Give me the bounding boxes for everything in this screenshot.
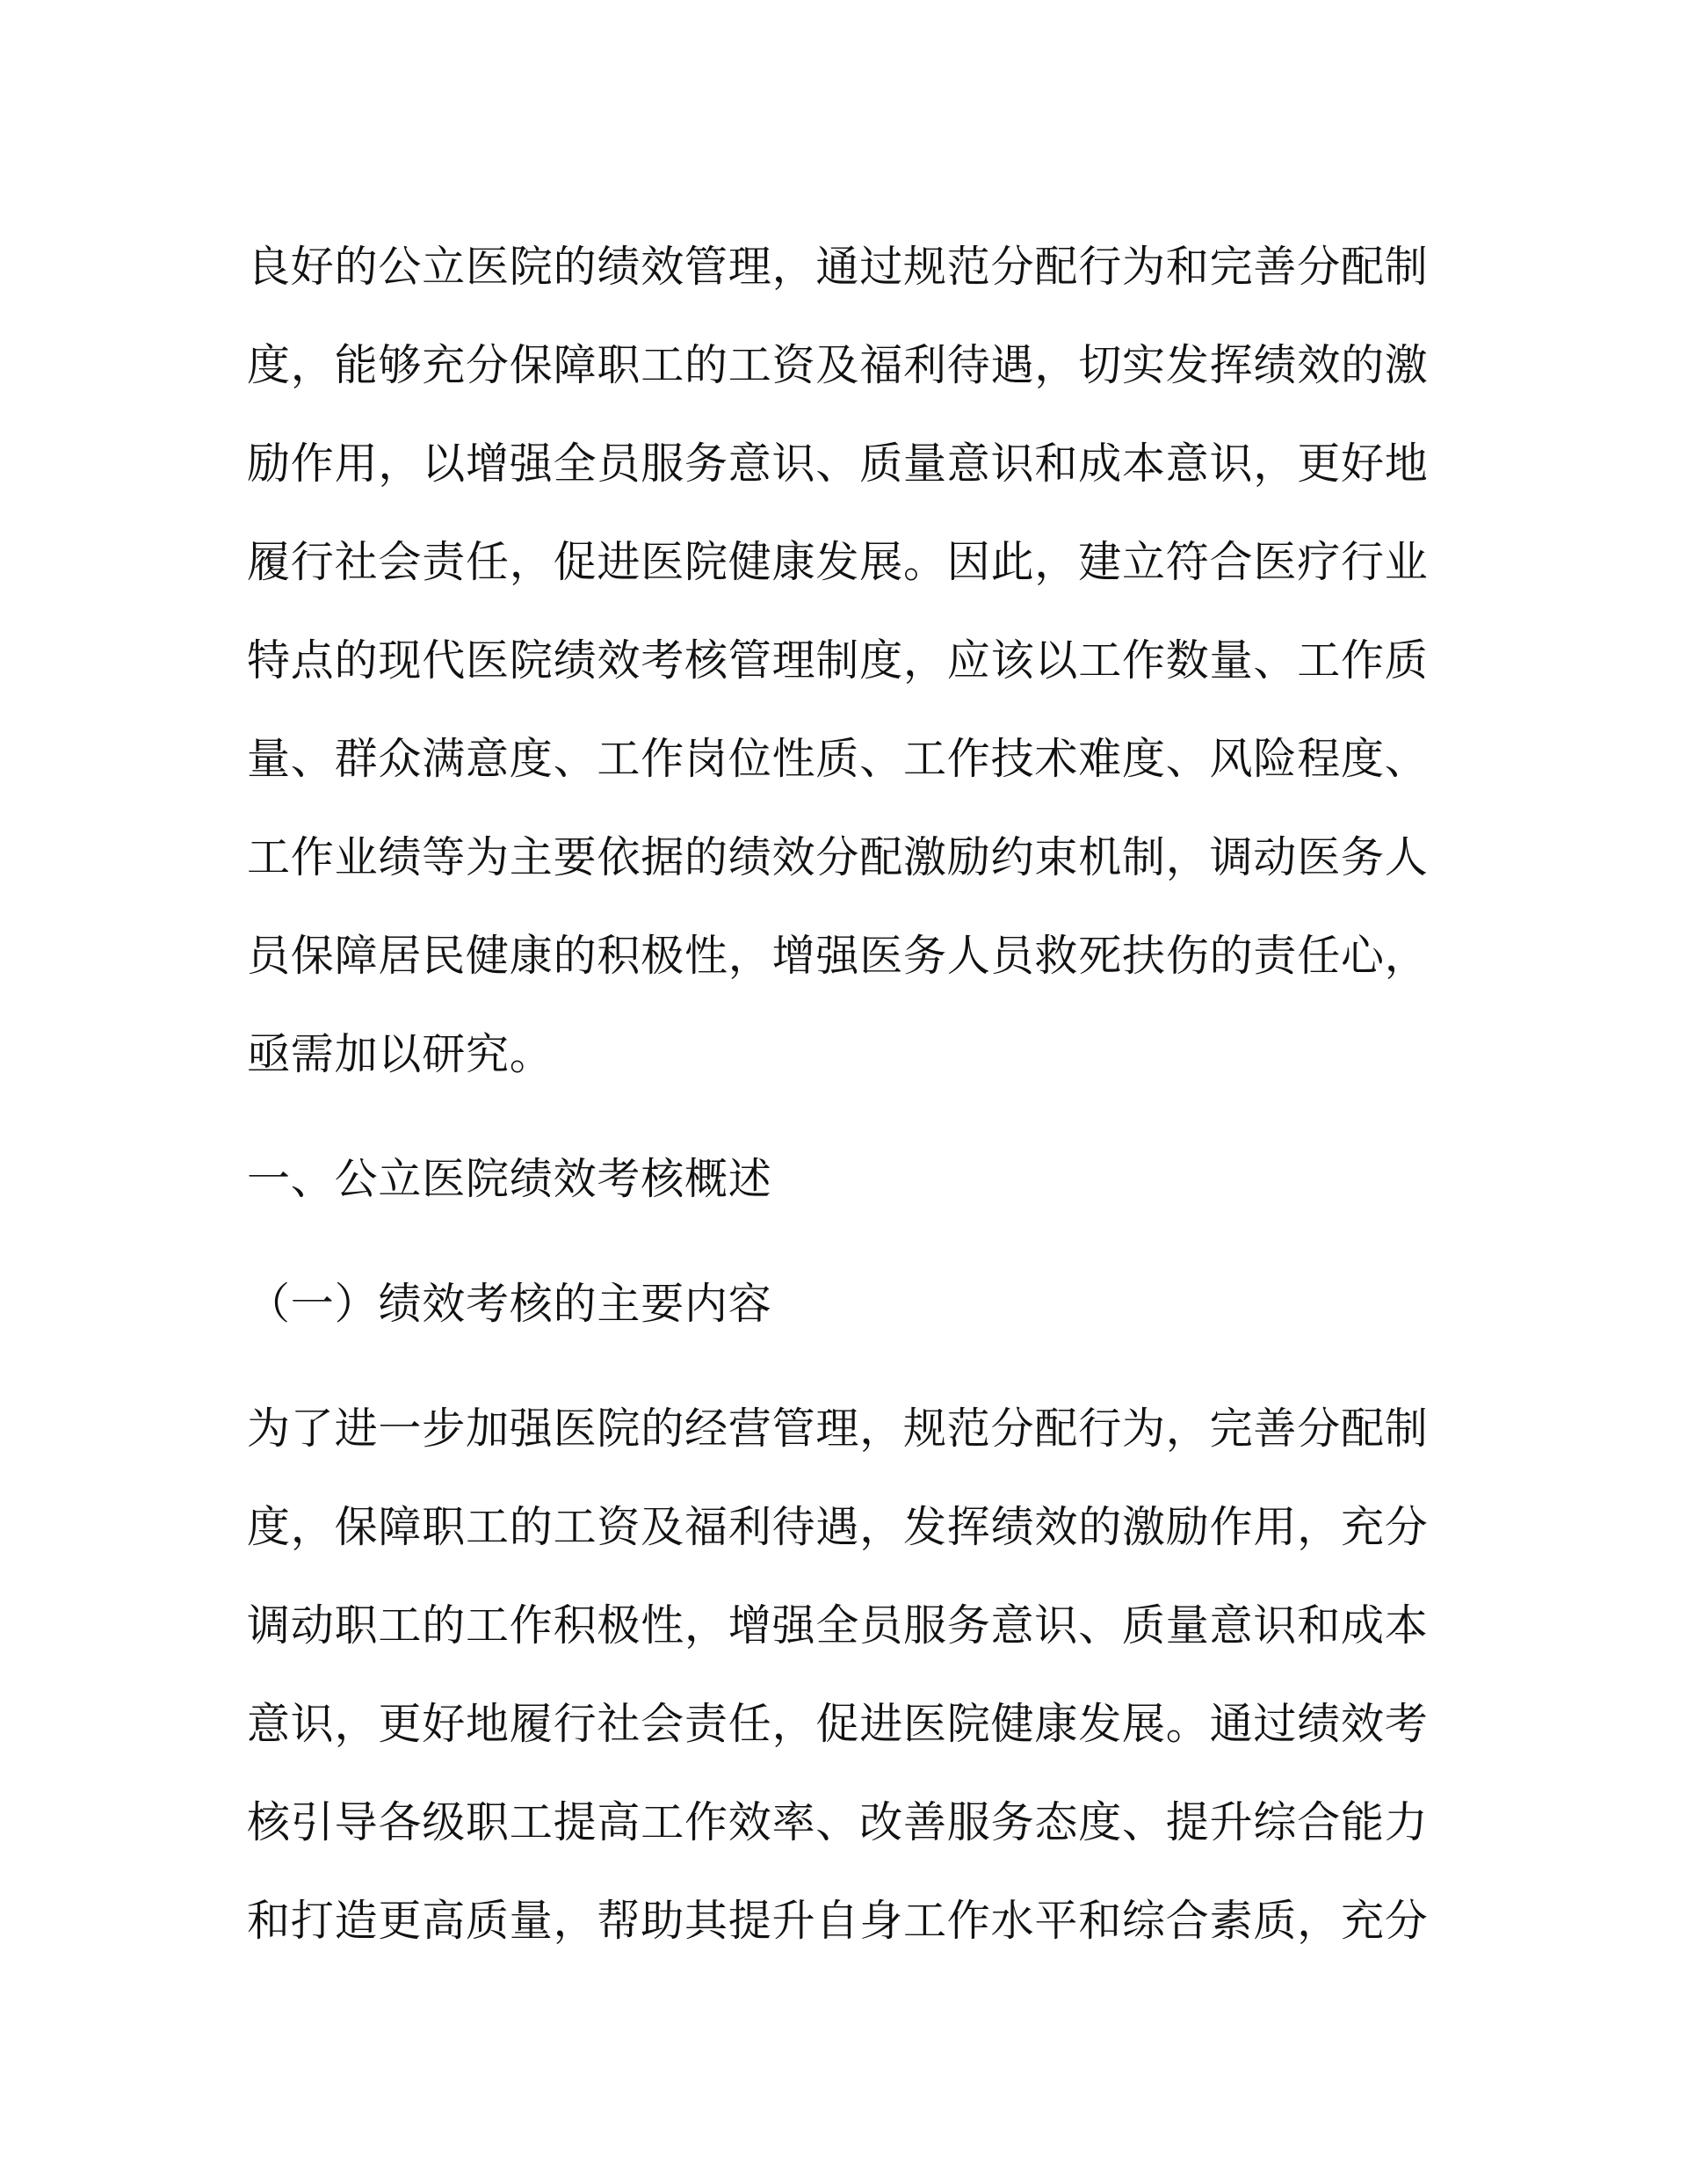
subsection-heading: （一）绩效考核的主要内容 <box>247 1279 772 1329</box>
paragraph-spacer <box>247 1104 1429 1130</box>
paragraph-2-line: 和打造更高质量，帮助其提升自身工作水平和综合素质，充分 <box>247 1896 1429 1946</box>
section-heading: 一、公立医院绩效考核概述 <box>247 1154 772 1204</box>
document-body <box>247 218 1429 1970</box>
paragraph-1-line: 良好的公立医院的绩效管理，通过规范分配行为和完善分配制 <box>247 242 1429 292</box>
paragraph-spacer <box>247 1353 1429 1380</box>
paragraph-2-line: 核引导各级职工提高工作效率、改善服务态度、提升综合能力 <box>247 1797 1429 1847</box>
paragraph-1-line: 励作用，以增强全员服务意识、质量意识和成本意识，更好地 <box>247 439 1429 489</box>
paragraph-2-line: 为了进一步加强医院的经营管理，规范分配行为，完善分配制 <box>247 1404 1429 1454</box>
paragraph-2-line: 调动职工的工作积极性，增强全员服务意识、质量意识和成本 <box>247 1600 1429 1651</box>
paragraph-2-line: 意识，更好地履行社会责任，促进医院健康发展。通过绩效考 <box>247 1699 1429 1749</box>
paragraph-1-line: 特点的现代医院绩效考核管理制度，应该以工作数量、工作质 <box>247 635 1429 686</box>
paragraph-1-line: 量、群众满意度、工作岗位性质、工作技术难度、风险程度、 <box>247 734 1429 784</box>
paragraph-1-line: 度，能够充分保障职工的工资及福利待遇，切实发挥绩效的激 <box>247 340 1429 390</box>
paragraph-1-line: 工作业绩等为主要依据的绩效分配激励约束机制，调动医务人 <box>247 832 1429 882</box>
paragraph-1-line: 员保障居民健康的积极性，增强医务人员救死扶伤的责任心， <box>247 931 1429 981</box>
paragraph-1-line: 履行社会责任，促进医院健康发展。因此，建立符合医疗行业 <box>247 537 1429 587</box>
paragraph-1-line: 亟需加以研究。 <box>247 1029 554 1079</box>
paragraph-spacer <box>247 1229 1429 1255</box>
paragraph-2-line: 度，保障职工的工资及福利待遇，发挥绩效的激励作用，充分 <box>247 1502 1429 1552</box>
